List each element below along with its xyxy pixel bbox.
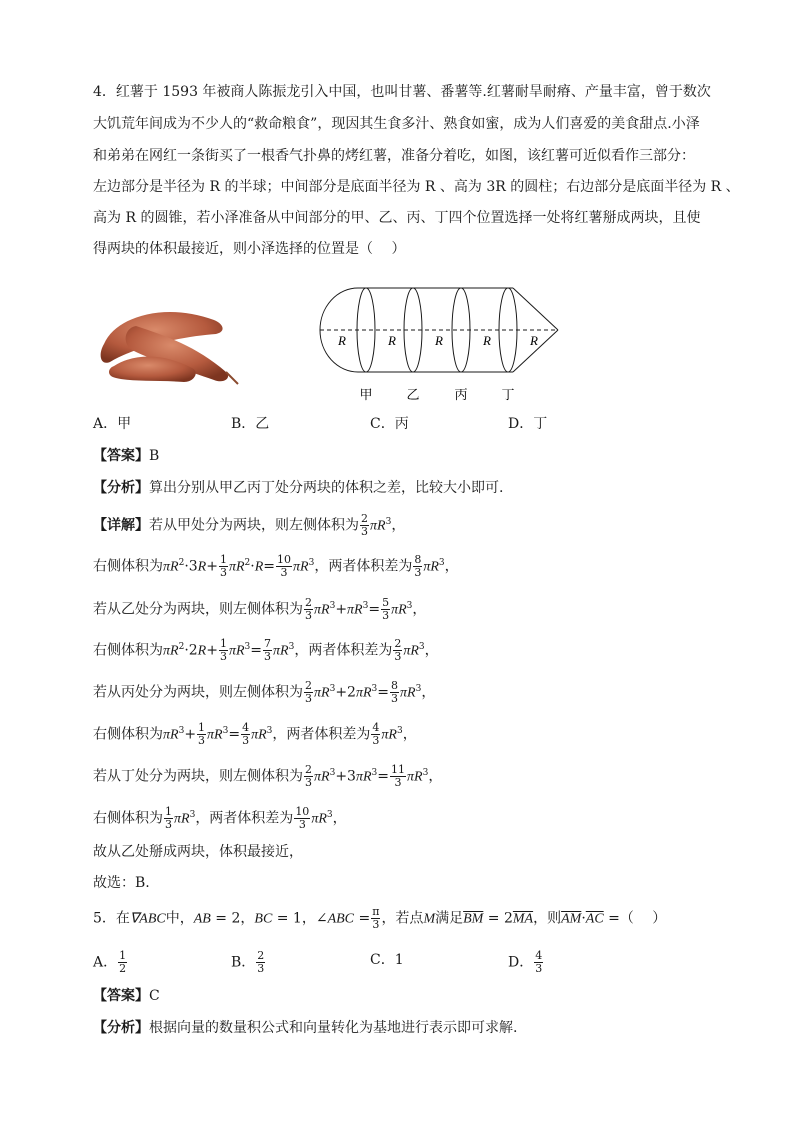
q5-option-c[interactable]: C．1 bbox=[370, 952, 404, 968]
answer-tag: 【答案】 bbox=[93, 988, 149, 1004]
detail-text: 若从乙处分为两块，则左侧体积为 bbox=[93, 601, 303, 618]
detail-text: 若从甲处分为两块，则左侧体积为 bbox=[149, 517, 359, 534]
analysis-tag: 【分析】 bbox=[93, 480, 149, 496]
option-label: B． bbox=[231, 954, 256, 971]
q4-stem-line-2: 大饥荒年间成为不少人的“救命粮食”，现因其生食多汁、熟食如蜜，成为人们喜爱的美食甜点.小泽 bbox=[93, 116, 700, 132]
q5-text: ，则 bbox=[533, 910, 562, 927]
q4-option-d[interactable]: D．丁 bbox=[508, 416, 548, 432]
q4-detail-4: 右侧体积为$\pi R^2\cdot 2R+$ $\frac{1}{3}$ $\pi R^3=$ $\frac{7}{3}$ $\pi R^3$，两者体积差为 $\frac{2}{3}$ $\pi R^3$， bbox=[93, 637, 439, 664]
q4-detail-7: 若从丁处分为两块，则左侧体积为 $\frac{2}{3}$ $\pi R^3+3\pi R^3=$ $\frac{11}{3}$ $\pi R^3$， bbox=[93, 763, 443, 790]
answer-value: B bbox=[149, 448, 160, 464]
sweet-potato-diagram bbox=[318, 286, 568, 406]
q4-detail-10: 故选：B. bbox=[93, 875, 150, 891]
q4-stem-line-3: 和弟弟在网红一条街买了一根香气扑鼻的烤红薯，准备分着吃，如图，该红薯可近似看作三部分： bbox=[93, 148, 695, 164]
detail-text: ，两者体积差为 bbox=[195, 810, 294, 827]
q4-stem-line-4: 左边部分是半径为 R 的半球；中间部分是底面半径为 R 、高为 3R 的圆柱；右边部分是底面半径为 R 、 bbox=[93, 179, 740, 195]
option-label: A． bbox=[93, 954, 118, 971]
q5-option-b[interactable]: B． $\frac{2}{3}$ bbox=[231, 949, 265, 975]
radius-label-2: R bbox=[388, 333, 396, 348]
q5-option-d[interactable]: D． $\frac{4}{3}$ bbox=[508, 949, 543, 975]
detail-text: 若从丁处分为两块，则左侧体积为 bbox=[93, 768, 303, 785]
analysis-text: 算出分别从甲乙丙丁处分两块的体积之差，比较大小即可. bbox=[149, 480, 504, 496]
radius-label-5: R bbox=[530, 333, 538, 348]
detail-text: 若从丙处分为两块，则左侧体积为 bbox=[93, 684, 303, 701]
q4-stem-line-6: 得两块的体积最接近，则小泽选择的位置是（ ） bbox=[93, 241, 406, 257]
q4-detail-8: 右侧体积为 $\frac{1}{3}$ $\pi R^3$，两者体积差为 $\frac{10}{3}$ $\pi R^3$， bbox=[93, 805, 347, 832]
q4-detail-3: 若从乙处分为两块，则左侧体积为 $\frac{2}{3}$ $\pi R^3+\pi R^3=$ $\frac{5}{3}$ $\pi R^3$， bbox=[93, 596, 427, 623]
option-label: D． bbox=[508, 954, 534, 971]
detail-text: 右侧体积为 bbox=[93, 810, 163, 827]
detail-text: 右侧体积为 bbox=[93, 726, 163, 743]
answer-value: C bbox=[149, 988, 160, 1004]
q5-text: ， bbox=[240, 910, 255, 927]
detail-text: 右侧体积为 bbox=[93, 642, 163, 659]
position-yi: 乙 bbox=[406, 388, 420, 403]
detail-text: ，两者体积差为 bbox=[314, 558, 413, 575]
sweet-potato-image bbox=[96, 296, 246, 392]
hemisphere-outline bbox=[320, 288, 358, 372]
q5-text: ，若点 bbox=[381, 910, 424, 927]
q4-option-c[interactable]: C．丙 bbox=[370, 416, 409, 432]
q5-text: ， bbox=[301, 910, 316, 927]
q4-detail-9: 故从乙处掰成两块，体积最接近， bbox=[93, 844, 303, 860]
q5-stem: 5．在∇ABC中，AB = 2，BC = 1，∠ABC = $\frac{\pi}{3}$ ，若点M满足$\overline{BM} = 2\overline{MA}$，则$\overline{AM}\cdot\overline{AC}$ =（ ） bbox=[93, 905, 667, 931]
q4-option-a[interactable]: A．甲 bbox=[93, 416, 132, 432]
q5-text: （ ） bbox=[619, 910, 667, 927]
q5-text: 满足 bbox=[435, 910, 464, 927]
q4-detail-6: 右侧体积为$\pi R^3+$ $\frac{1}{3}$ $\pi R^3=$ $\frac{4}{3}$ $\pi R^3$，两者体积差为 $\frac{4}{3}$ $\pi R^3$， bbox=[93, 721, 417, 748]
position-bing: 丙 bbox=[454, 388, 468, 403]
detail-text: 右侧体积为 bbox=[93, 558, 163, 575]
detail-text: ，两者体积差为 bbox=[294, 642, 393, 659]
q4-stem-line-1: 4．红薯于 1593 年被商人陈振龙引入中国，也叫甘薯、番薯等.红薯耐旱耐瘠、产量丰富，曾于数次 bbox=[93, 84, 711, 100]
radius-label-4: R bbox=[483, 333, 491, 348]
radius-label-3: R bbox=[435, 333, 443, 348]
q4-detail-5: 若从丙处分为两块，则左侧体积为 $\frac{2}{3}$ $\pi R^3+2\pi R^3=$ $\frac{8}{3}$ $\pi R^3$， bbox=[93, 679, 436, 706]
detail-text: ，两者体积差为 bbox=[272, 726, 371, 743]
position-jia: 甲 bbox=[359, 388, 373, 403]
q5-analysis bbox=[93, 1018, 517, 1038]
q5-text: 5．在 bbox=[93, 910, 130, 927]
q5-answer bbox=[93, 986, 160, 1006]
q5-text: 中， bbox=[165, 910, 194, 927]
analysis-tag: 【分析】 bbox=[93, 1020, 149, 1036]
q4-answer bbox=[93, 446, 159, 466]
analysis-text: 根据向量的数量积公式和向量转化为基地进行表示即可求解. bbox=[149, 1020, 518, 1036]
detail-tag: 【详解】 bbox=[93, 517, 149, 534]
q4-stem-line-5: 高为 R 的圆锥，若小泽准备从中间部分的甲、乙、丙、丁四个位置选择一处将红薯掰成两块，且使 bbox=[93, 210, 701, 226]
q4-analysis bbox=[93, 478, 503, 498]
answer-tag: 【答案】 bbox=[93, 448, 149, 464]
radius-label-1: R bbox=[338, 333, 346, 348]
position-ding: 丁 bbox=[501, 388, 515, 403]
q4-detail-1: 【详解】若从甲处分为两块，则左侧体积为 $\frac{2}{3}$ $\pi R^3$， bbox=[93, 512, 406, 539]
q4-detail-2: 右侧体积为$\pi R^2\cdot 3R+$ $\frac{1}{3}$ $\pi R^2\cdot R=$ $\frac{10}{3}$ $\pi R^3$，两者体积差为 $\frac{8}{3}$ $\pi R^3$， bbox=[93, 553, 459, 580]
q5-option-a[interactable]: A． $\frac{1}{2}$ bbox=[93, 949, 127, 975]
q4-option-b[interactable]: B．乙 bbox=[231, 416, 270, 432]
